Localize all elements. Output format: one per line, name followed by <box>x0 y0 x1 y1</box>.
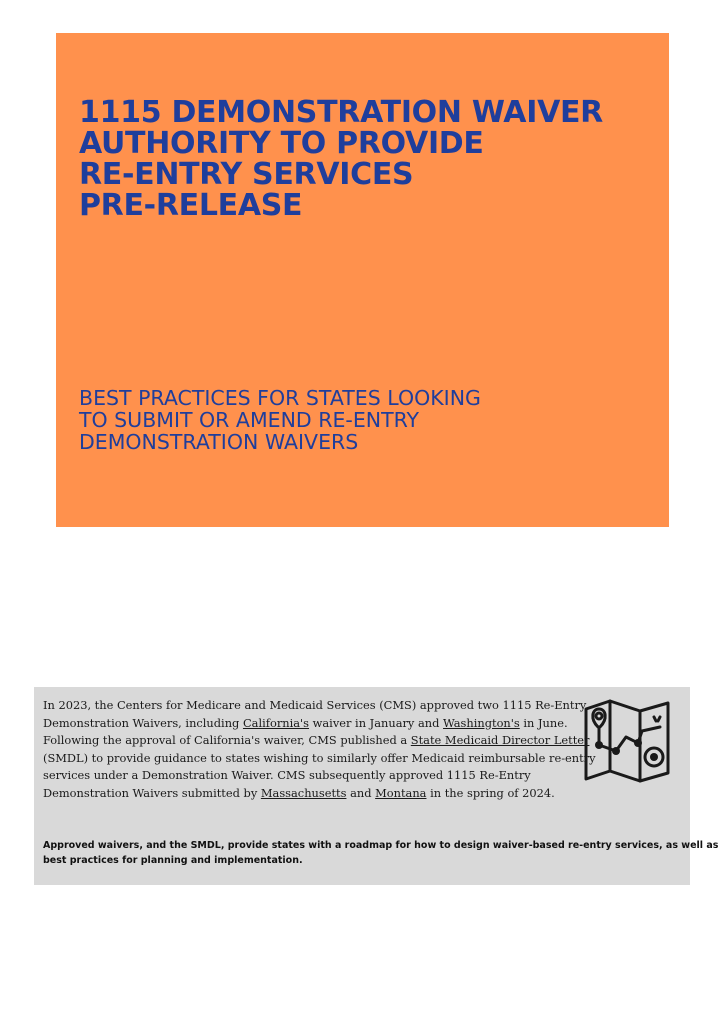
subtitle-line: DEMONSTRATION WAIVERS <box>79 430 359 454</box>
subtitle-line: TO SUBMIT OR AMEND RE-ENTRY <box>79 408 420 432</box>
massachusetts-waiver-link[interactable]: Massachusetts <box>260 785 347 800</box>
takeaway-line: best practices for planning and implementation. <box>43 855 303 866</box>
takeaway-line: Approved waivers, and the SMDL, provide states with a roadmap for how to design waiver-based re-entry services, as well as <box>43 840 719 851</box>
summary-box <box>34 687 719 885</box>
paragraph-line: services under a Demonstration Waiver. CMS subsequently approved 1115 Re-Entry <box>43 768 531 783</box>
title-line: AUTHORITY TO PROVIDE <box>79 126 484 161</box>
document-subtitle <box>79 387 639 453</box>
washington-waiver-link[interactable]: Washington's <box>443 715 520 730</box>
california-waiver-link[interactable]: California's <box>242 715 310 730</box>
subtitle-line: BEST PRACTICES FOR STATES LOOKING <box>79 386 481 410</box>
cover-banner <box>56 33 669 527</box>
paragraph-line: Demonstration Waivers, including California's waiver in January and Washington's in June. <box>43 715 568 730</box>
title-line: RE-ENTRY SERVICES <box>79 157 414 192</box>
montana-waiver-link[interactable]: Montana <box>375 785 427 800</box>
paragraph-line: Following the approval of California's waiver, CMS published a State Medicaid Director Letter <box>43 733 590 748</box>
title-line: 1115 DEMONSTRATION WAIVER <box>79 95 603 130</box>
paragraph-line: In 2023, the Centers for Medicare and Medicaid Services (CMS) approved two 1115 Re-Entry <box>43 698 587 712</box>
key-takeaway <box>43 838 719 868</box>
paragraph-line: (SMDL) to provide guidance to states wishing to similarly offer Medicaid reimbursable re-entry <box>43 750 596 765</box>
summary-paragraph <box>43 697 596 803</box>
paragraph-line: Demonstration Waivers submitted by Massachusetts and Montana in the spring of 2024. <box>43 785 555 800</box>
title-line: PRE-RELEASE <box>79 188 303 223</box>
map-route-icon <box>582 697 674 783</box>
smdl-link[interactable]: State Medicaid Director Letter <box>410 733 590 748</box>
document-title <box>79 97 659 221</box>
